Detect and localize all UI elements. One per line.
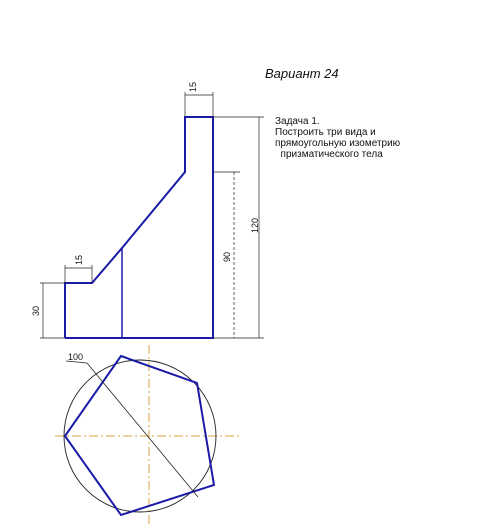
dim-step-width: 15 bbox=[74, 254, 84, 265]
task-line: Построить три вида и bbox=[275, 127, 376, 138]
task-heading: Задача 1. bbox=[275, 116, 320, 127]
dim-total-height: 120 bbox=[250, 217, 260, 233]
variant-title: Вариант 24 bbox=[265, 66, 339, 81]
task-text bbox=[275, 116, 475, 160]
task-line: прямоугольную изометрию bbox=[275, 138, 401, 149]
dim-line-circle-diameter bbox=[87, 363, 198, 497]
dim-mid-height: 90 bbox=[222, 251, 232, 262]
task-line: призматического тела bbox=[275, 149, 383, 160]
front-view-outline bbox=[65, 117, 213, 338]
dim-left-height: 30 bbox=[31, 305, 41, 316]
dim-top-width: 15 bbox=[188, 81, 198, 92]
dim-circle-diameter: 100 bbox=[68, 352, 84, 362]
